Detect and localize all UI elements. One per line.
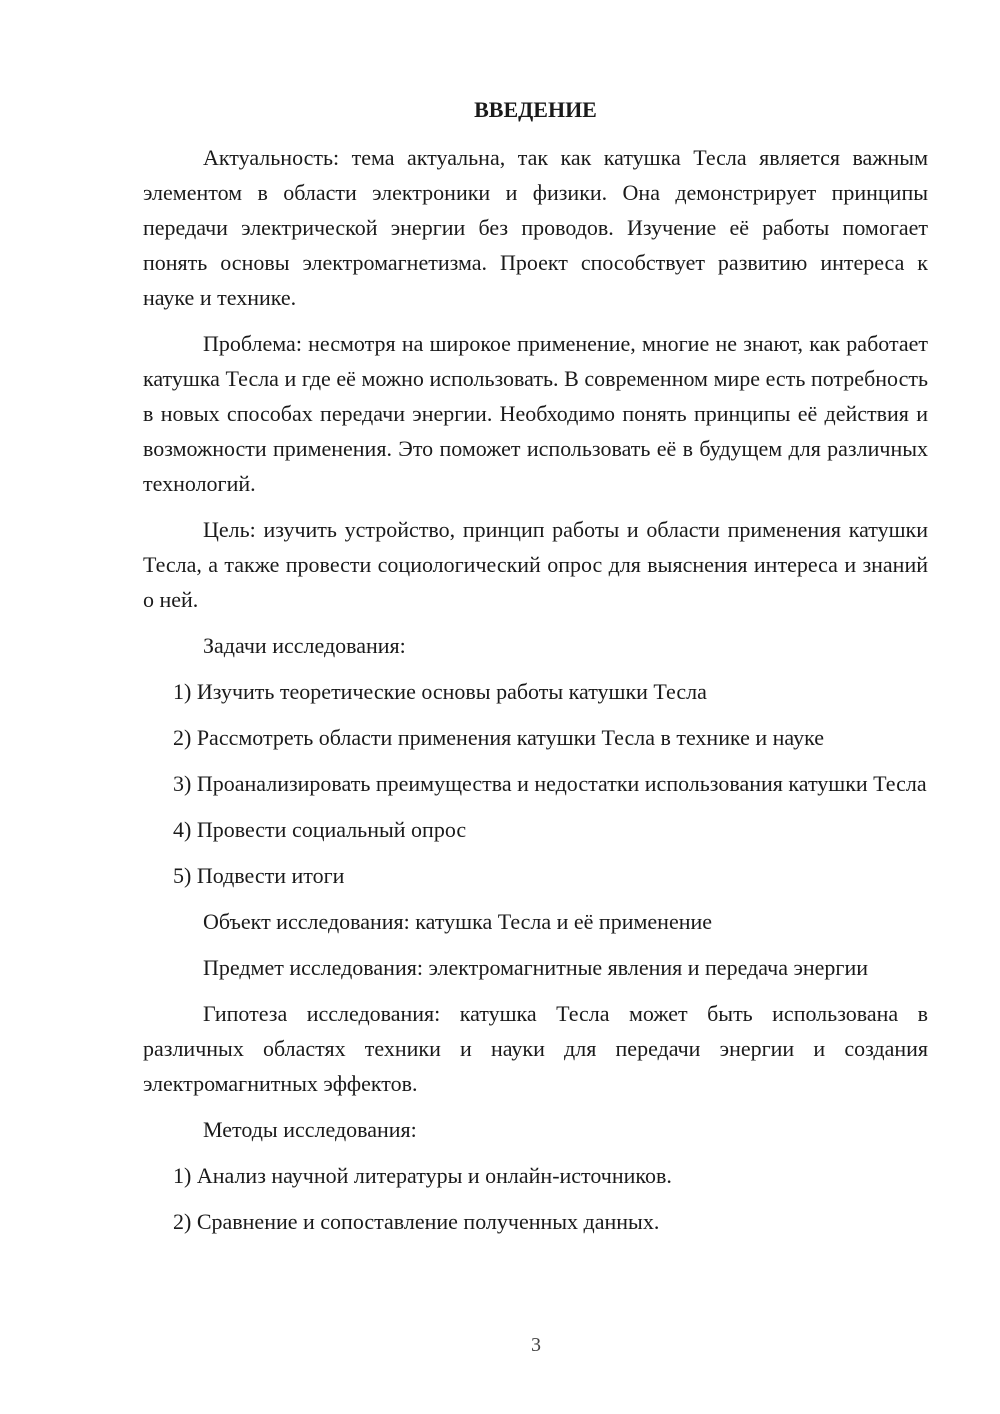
task-item: 4) Провести социальный опрос: [173, 817, 467, 842]
page-title: ВВЕДЕНИЕ: [474, 97, 597, 122]
page-number: 3: [531, 1334, 541, 1356]
paragraph-relevance: Актуальность: тема актуальна, так как катушка Тесла является важным элементом в области электроники и физики. Она демонстрирует принципы передачи электрической энергии без проводов. Изучение её работы помогает понять основы электромагнетизма. Проект способствует развитию интереса к науке и технике.: [143, 145, 928, 310]
task-item: 2) Рассмотреть области применения катушки Тесла в технике и науке: [173, 725, 824, 750]
task-item: 3) Проанализировать преимущества и недостатки использования катушки Тесла: [173, 771, 927, 796]
method-item: 2) Сравнение и сопоставление полученных данных.: [173, 1209, 660, 1234]
paragraph-object: Объект исследования: катушка Тесла и её применение: [203, 909, 713, 934]
document-page: [143, 92, 928, 1250]
tasks-heading: Задачи исследования:: [203, 633, 406, 658]
paragraph-goal: Цель: изучить устройство, принцип работы и области применения катушки Тесла, а также провести социологический опрос для выяснения интереса и знаний о ней.: [143, 517, 928, 612]
methods-heading: Методы исследования:: [203, 1117, 417, 1142]
paragraph-hypothesis: Гипотеза исследования: катушка Тесла может быть использована в различных областях техники и науки для передачи энергии и создания электромагнитных эффектов.: [143, 1001, 928, 1096]
task-item: 1) Изучить теоретические основы работы катушки Тесла: [173, 679, 707, 704]
paragraph-problem: Проблема: несмотря на широкое применение, многие не знают, как работает катушка Тесла и где её можно использовать. В современном мире есть потребность в новых способах передачи энергии. Необходимо понять принципы её действия и возможности применения. Это поможет использовать её в будущем для различных технологий.: [143, 331, 928, 496]
task-item: 5) Подвести итоги: [173, 863, 345, 888]
paragraph-subject: Предмет исследования: электромагнитные явления и передача энергии: [203, 955, 869, 980]
method-item: 1) Анализ научной литературы и онлайн-источников.: [173, 1163, 672, 1188]
